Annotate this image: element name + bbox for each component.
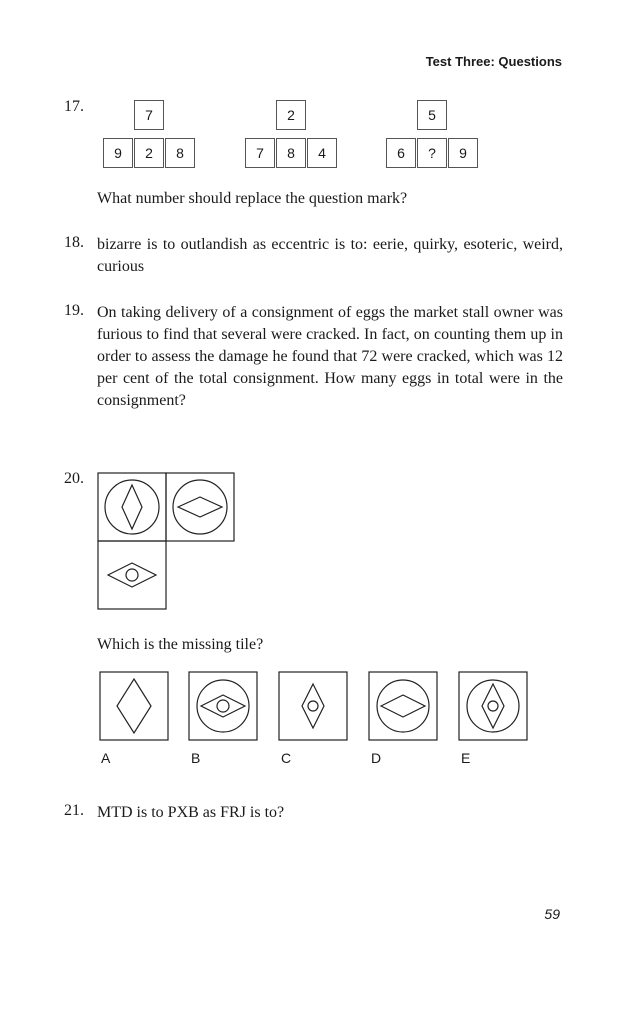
question-17-number: 17. [64,98,84,115]
option-d-label: D [371,750,382,766]
question-20-number: 20. [64,470,84,487]
question-21-number: 21. [64,802,84,819]
question-19-number: 19. [64,302,84,319]
question-21-text: MTD is to PXB as FRJ is to? [97,804,285,821]
option-e-tile[interactable] [459,672,527,740]
number-grid-3 [386,100,478,168]
puzzle-grid [97,472,237,612]
option-e-label: E [461,750,471,766]
option-c-label: C [281,750,292,766]
grid-2-bottom-left: 7 [245,138,275,168]
question-18-number: 18. [64,234,84,251]
grid-3-top: 5 [417,100,447,130]
option-a-tile[interactable] [100,672,168,740]
option-c-tile[interactable] [279,672,347,740]
number-grid-1 [103,100,195,168]
grid-2-bottom-middle: 8 [276,138,306,168]
question-18-text: bizarre is to outlandish as eccentric is to: eerie, quirky, esoteric, weird, curious [97,236,563,275]
grid-1-bottom-right: 8 [165,138,195,168]
question-19-text: On taking delivery of a consignment of eggs the market stall owner was furious to find that several were cracked. In fact, on counting them up in order to assess the damage he found that 72 were cracked, which was 12 per cent of the total consignment. How many eggs in total were in the consignment? [97,304,563,409]
grid-2-bottom-right: 4 [307,138,337,168]
tile-top-left [98,473,166,541]
grid-3-bottom-left: 6 [386,138,416,168]
grid-3-bottom-right: 9 [448,138,478,168]
question-20-text: Which is the missing tile? [97,636,264,653]
answer-options [99,671,539,743]
grid-1-bottom-middle: 2 [134,138,164,168]
number-grid-2 [245,100,337,168]
grid-1-bottom-left: 9 [103,138,133,168]
option-b-label: B [191,750,201,766]
page-number: 59 [544,906,560,922]
question-17-text: What number should replace the question mark? [97,190,408,207]
tile-top-right [166,473,234,541]
grid-1-top: 7 [134,100,164,130]
grid-3-bottom-middle: ? [417,138,447,168]
running-header: Test Three: Questions [425,54,562,69]
option-b-tile[interactable] [189,672,257,740]
option-d-tile[interactable] [369,672,437,740]
tile-bottom-left [98,541,166,609]
grid-2-top: 2 [276,100,306,130]
option-a-label: A [101,750,111,766]
